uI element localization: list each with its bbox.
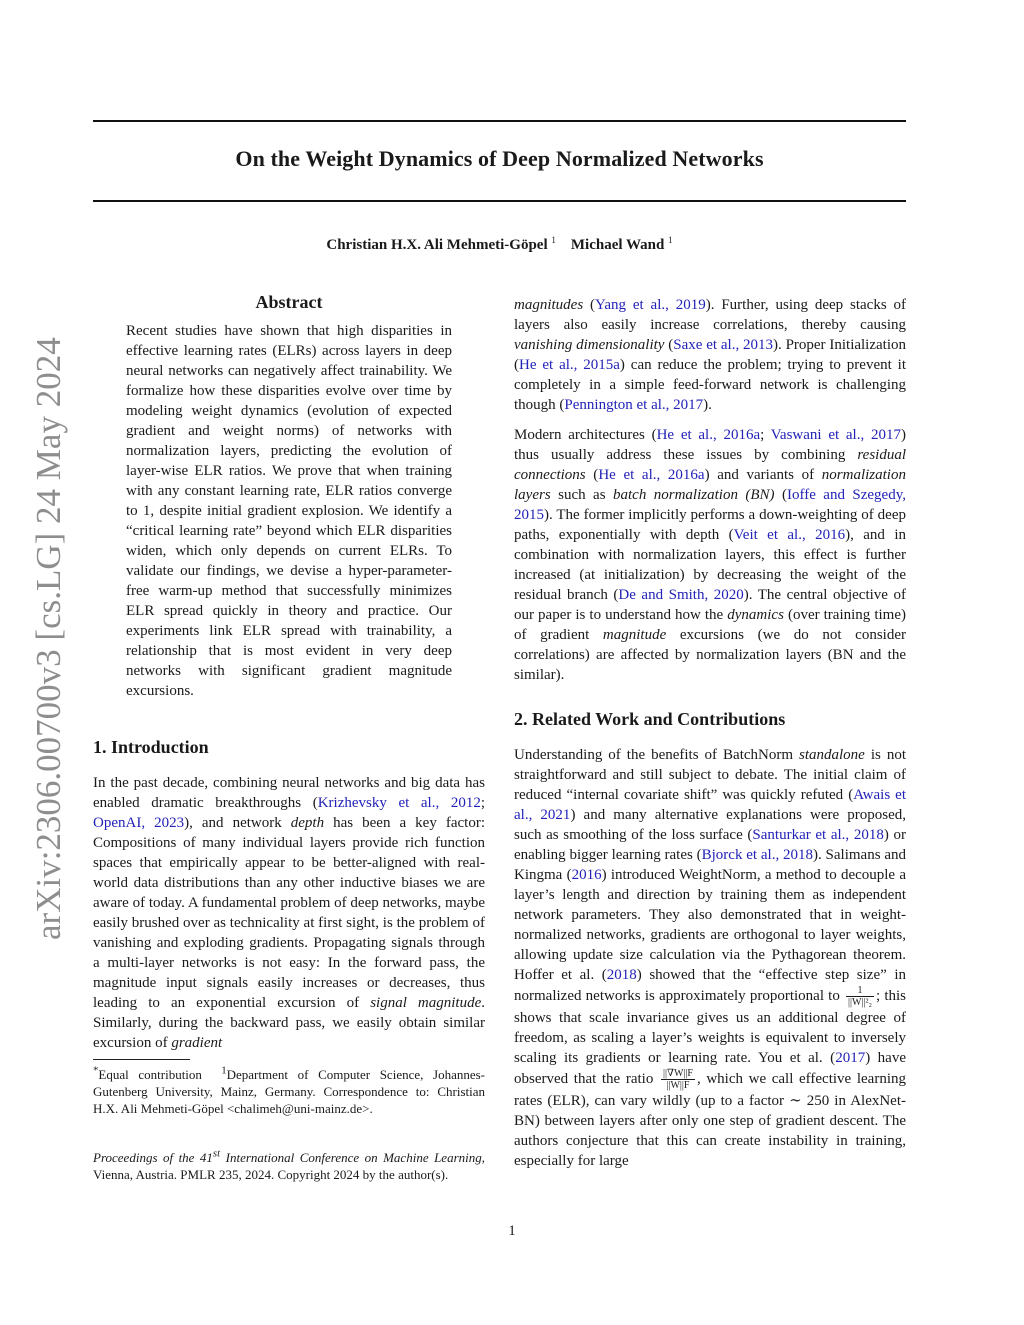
related-work-paragraph: Understanding of the benefits of BatchNorm standalone is not straightforward and still subject to debate. The initial claim of reduced “internal covariate shift” was quickly refuted (Awais et al., 2021) and many alternative explanations were proposed, such as smoothing of the loss surface (Santurkar et al., 2018) or enabling bigger learning rates (Bjorck et al., 2018). Salimans and Kingma (2016) introduced WeightNorm, a method to decouple a layer’s length and direction by training them as independent network parameters. They also demonstrated that in weight-normalized networks, gradients are orthogonal to layer weights, allowing update size calculation via the Pythagorean theorem. Hoffer et al. (2018) showed that the “effective step size” in normalized networks is approximately proportional to $\frac{1}{\text{||W||²₂}}$ ; this shows that scale invariance gives us an additional degree of freedom, as scaling a layer’s weights is equivalent to inversely scaling its gradients or learning rate. You et al. (2017) have observed that the ratio $\frac{||\nabla W||F}{||W||F}$ , which we call effective learning rates (ELR), can vary wildly (up to a factor ∼ 250 in AlexNet-BN) between layers after only one step of gradient descent. The authors conjecture that this can create instability in training, especially for large xyxy=(514,747,907,1169)
title-bottom-rule xyxy=(93,200,906,202)
citation-link[interactable]: He et al., 2016a xyxy=(656,427,761,443)
affiliation-mark: 1 xyxy=(668,235,673,245)
citation-link[interactable]: OpenAI, 2023 xyxy=(93,815,185,831)
citation-link[interactable]: De and Smith, 2020 xyxy=(618,587,744,603)
citation-link[interactable]: Bjorck et al., 2018 xyxy=(701,847,813,863)
citation-link[interactable]: He et al., 2015a xyxy=(519,357,620,373)
intro-paragraph: In the past decade, combining neural networks and big data has enabled dramatic breakthroughs (Krizhevsky et al., 2012; OpenAI, 2023), and network depth has been a key factor: Compositions of many individual layers provide rich function spaces that empirically appear to be better-aligned with real-world data distributions than any other inductive biases we are aware of today. A fundamental problem of deep networks, maybe easily brushed over as technicality at first sight, is the problem of vanishing and exploding gradients. Propagating signals through a multi-layer networks is not easy: In the forward pass, the magnitude input signals easily increases or decreases, thus leading to an exponential excursion of signal magnitude. Similarly, during the backward pass, we easily obtain similar excursion of gradient xyxy=(93,775,486,1051)
citation-link[interactable]: Vaswani et al., 2017 xyxy=(770,427,901,443)
citation-link[interactable]: Awais et al., 2021 xyxy=(514,787,907,823)
citation-link[interactable]: 2017 xyxy=(835,1050,866,1066)
footnote: *Equal contribution $^1$Department of Computer Science, Johannes-Gutenberg University, Mainz, Germany. Correspondence to: Christian H.X. Ali Mehmeti-Göpel <chalimeh@uni-mainz.de>. xyxy=(93,1064,485,1116)
fraction-elr: $\frac{||\nabla W||F}{||W||F}$ xyxy=(662,1068,693,1091)
citation-link[interactable]: He et al., 2016a xyxy=(598,467,705,483)
intro-continuation: magnitudes (Yang et al., 2019). Further, using deep stacks of layers also easily increase correlations, thereby causing vanishing dimensionality (Saxe et al., 2013). Proper Initialization (He et al., 2015a) can reduce the problem; trying to prevent it completely in a simple feed-forward network is challenging though (Pennington et al., 2017). xyxy=(514,297,907,413)
citation-link[interactable]: Krizhevsky et al., 2012 xyxy=(317,795,481,811)
footnote-rule xyxy=(93,1059,190,1060)
abstract-text: Recent studies have shown that high disparities in effective learning rates (ELRs) across layers in deep neural networks can negatively affect trainability. We formalize how these disparities evolve over time by modeling weight dynamics (evolution of expected gradient and weight norms) of networks with normalization layers, predicting the evolution of layer-wise ELR ratios. We prove that when training with any constant learning rate, ELR ratios converge to 1, despite initial gradient explosion. We identify a “critical learning rate” beyond which ELR disparities widen, which only depends on current ELRs. To validate our findings, we devise a hyper-parameter-free warm-up method that successfully minimizes ELR spread quickly in theory and practice. Our experiments link ELR spread with trainability, a relationship that is most evident in very deep networks with significant gradient magnitude excursions. xyxy=(126,323,452,699)
author-line xyxy=(93,237,906,254)
citation-link[interactable]: Yang et al., 2019 xyxy=(595,297,706,313)
citation-link[interactable]: Santurkar et al., 2018 xyxy=(752,827,884,843)
citation-link[interactable]: Saxe et al., 2013 xyxy=(673,337,774,353)
citation-link[interactable]: 2018 xyxy=(606,967,637,983)
fraction-inverse-weight-norm: $\frac{1}{\text{||W||²₂}}$ xyxy=(848,985,872,1008)
proceedings-note: Proceedings of the 41st International Conference on Machine Learning, Vienna, Austria. PMLR 235, 2024. Copyright 2024 by the author(s). xyxy=(93,1147,485,1182)
paper-title: On the Weight Dynamics of Deep Normalized Networks xyxy=(235,146,764,171)
citation-link[interactable]: Veit et al., 2016 xyxy=(733,527,846,543)
author-1: Christian H.X. Ali Mehmeti-Göpel xyxy=(326,237,548,253)
architectures-paragraph: Modern architectures (He et al., 2016a; Vaswani et al., 2017) thus usually address these issues by combining residual connections (He et al., 2016a) and variants of normalization layers such as batch normalization (BN) (Ioffe and Szegedy, 2015). The former implicitly performs a down-weighting of deep paths, exponentially with depth (Veit et al., 2016), and in combination with normalization layers, this effect is further increased (at initialization) by decreasing the weight of the residual branch (De and Smith, 2020). The central objective of our paper is to understand how the dynamics (over training time) of gradient magnitude excursions (we do not consider correlations) are affected by normalization layers (BN and the similar). xyxy=(514,427,907,683)
citation-link[interactable]: Ioffe and Szegedy, 2015 xyxy=(514,487,906,523)
citation-link[interactable]: 2016 xyxy=(571,867,602,883)
abstract-heading: Abstract xyxy=(255,292,323,312)
citation-link[interactable]: Pennington et al., 2017 xyxy=(564,397,704,413)
intro-heading: 1. Introduction xyxy=(93,737,209,757)
related-work-heading: 2. Related Work and Contributions xyxy=(514,709,786,729)
page-number: 1 xyxy=(508,1223,516,1239)
top-rule xyxy=(93,120,906,122)
arxiv-stamp: arXiv:2306.00700v3 [cs.LG] 24 May 2024 xyxy=(29,337,68,940)
author-2: Michael Wand xyxy=(570,237,665,253)
affiliation-mark: 1 xyxy=(551,235,556,245)
